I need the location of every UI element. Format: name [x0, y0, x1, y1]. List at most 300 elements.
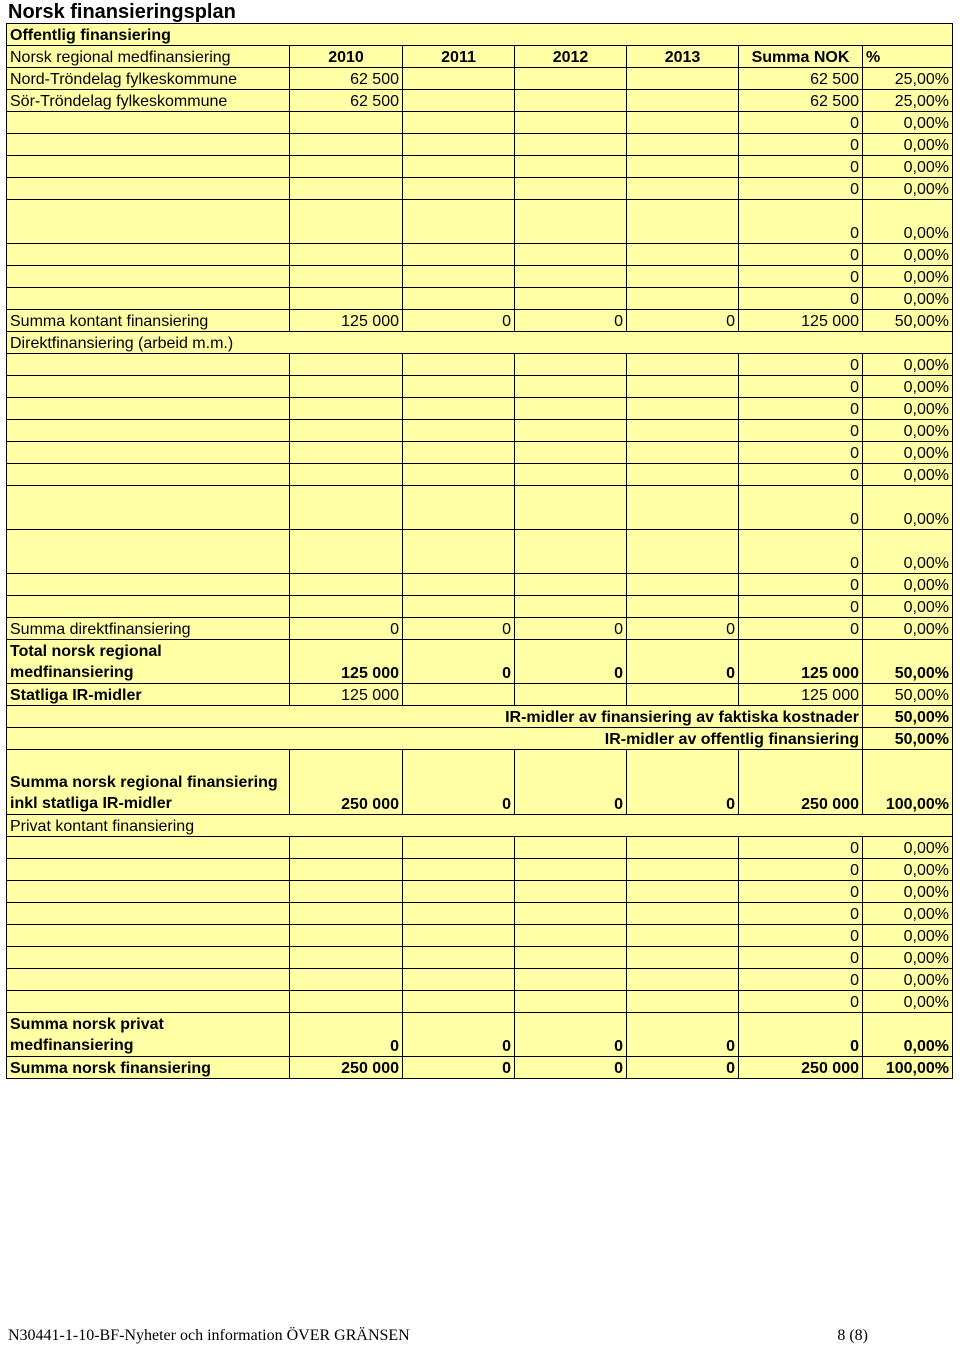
- cell-2010: [290, 112, 403, 134]
- cell-sum: 0: [739, 947, 863, 969]
- cell-2013: 0: [627, 750, 739, 815]
- cell-2012: [515, 68, 627, 90]
- cell-sum: 0: [739, 925, 863, 947]
- table-row: [7, 200, 953, 244]
- row-label: [7, 200, 290, 244]
- cell-pct: 25,00%: [863, 68, 953, 90]
- cell-pct: 0,00%: [863, 991, 953, 1013]
- summa-inkl-row: [7, 750, 953, 815]
- cell-2010: 0: [290, 618, 403, 640]
- table-row: [7, 947, 953, 969]
- row-label: [7, 574, 290, 596]
- cell-2012: [515, 903, 627, 925]
- cell-pct: 50,00%: [863, 684, 953, 706]
- cell-2013: [627, 398, 739, 420]
- cell-2012: 0: [515, 1013, 627, 1057]
- cell-2010: [290, 442, 403, 464]
- cell-2012: [515, 354, 627, 376]
- row-label: [7, 464, 290, 486]
- cell-2011: [403, 178, 515, 200]
- direkt-header: Direktfinansiering (arbeid m.m.): [7, 332, 863, 354]
- section-label: Offentlig finansiering: [7, 24, 953, 46]
- financing-table: [6, 23, 953, 1079]
- cell-2011: [403, 420, 515, 442]
- cell-sum: 0: [739, 859, 863, 881]
- cell-2010: 125 000: [290, 640, 403, 684]
- cell-2012: [515, 156, 627, 178]
- cell-2013: [627, 969, 739, 991]
- cell-2011: [403, 947, 515, 969]
- cell-2012: [515, 442, 627, 464]
- table-row: [7, 464, 953, 486]
- cell-sum: 0: [739, 574, 863, 596]
- table-row: [7, 442, 953, 464]
- cell-sum: 0: [739, 200, 863, 244]
- cell-pct: 0,00%: [863, 244, 953, 266]
- cell-pct: [863, 815, 953, 837]
- row-label: [7, 530, 290, 574]
- header-label: Norsk regional medfinansiering: [7, 46, 290, 68]
- table-row: [7, 244, 953, 266]
- table-row: [7, 925, 953, 947]
- cell-sum: 0: [739, 376, 863, 398]
- cell-sum: 0: [739, 881, 863, 903]
- cell-pct: 100,00%: [863, 1057, 953, 1079]
- table-row: [7, 420, 953, 442]
- cell-2013: [627, 244, 739, 266]
- row-label: Statliga IR-midler: [7, 684, 290, 706]
- table-row: [7, 156, 953, 178]
- cell-pct: 0,00%: [863, 530, 953, 574]
- cell-2010: 0: [290, 1013, 403, 1057]
- cell-2010: [290, 156, 403, 178]
- cell-2013: [627, 881, 739, 903]
- row-label: [7, 420, 290, 442]
- row-label: IR-midler av finansiering av faktiska kostnader: [7, 706, 863, 728]
- cell-pct: 100,00%: [863, 750, 953, 815]
- cell-2010: 250 000: [290, 750, 403, 815]
- cell-sum: 0: [739, 266, 863, 288]
- cell-2013: [627, 925, 739, 947]
- row-label: [7, 354, 290, 376]
- row-label: Nord-Tröndelag fylkeskommune: [7, 68, 290, 90]
- cell-sum: 0: [739, 596, 863, 618]
- row-label: [7, 881, 290, 903]
- cell-2012: [515, 530, 627, 574]
- cell-pct: 0,00%: [863, 574, 953, 596]
- cell-sum: 0: [739, 530, 863, 574]
- cell-2012: 0: [515, 310, 627, 332]
- summa-direkt-row: [7, 618, 953, 640]
- cell-sum: 250 000: [739, 1057, 863, 1079]
- cell-2010: 62 500: [290, 68, 403, 90]
- cell-2013: [627, 376, 739, 398]
- cell-pct: 0,00%: [863, 398, 953, 420]
- row-label: [7, 486, 290, 530]
- summa-kontant-row: [7, 310, 953, 332]
- cell-2012: [515, 969, 627, 991]
- cell-2012: [515, 881, 627, 903]
- cell-pct: 50,00%: [863, 728, 953, 750]
- cell-2013: 0: [627, 1013, 739, 1057]
- cell-2011: [403, 684, 515, 706]
- cell-2011: [403, 925, 515, 947]
- table-row: [7, 266, 953, 288]
- cell-2010: 62 500: [290, 90, 403, 112]
- table-row: [7, 112, 953, 134]
- pct-header: %: [863, 46, 953, 68]
- row-label: Summa norsk finansiering: [7, 1057, 290, 1079]
- row-label: [7, 947, 290, 969]
- cell-pct: 0,00%: [863, 618, 953, 640]
- statliga-row: [7, 684, 953, 706]
- table-row: [7, 574, 953, 596]
- row-label: [7, 266, 290, 288]
- cell-2012: [515, 398, 627, 420]
- ir-offentlig-row: [7, 728, 953, 750]
- cell-2012: [515, 266, 627, 288]
- cell-2013: [627, 90, 739, 112]
- cell-pct: 0,00%: [863, 442, 953, 464]
- cell-2013: [627, 420, 739, 442]
- cell-2010: [290, 947, 403, 969]
- cell-2010: [290, 420, 403, 442]
- cell-2011: 0: [403, 310, 515, 332]
- year-2011-header: 2011: [403, 46, 515, 68]
- cell-2010: [290, 464, 403, 486]
- cell-2013: [627, 486, 739, 530]
- cell-2010: [290, 969, 403, 991]
- cell-2011: [403, 200, 515, 244]
- cell-2013: [627, 68, 739, 90]
- cell-2010: [290, 200, 403, 244]
- cell-2011: 0: [403, 750, 515, 815]
- row-label: [7, 925, 290, 947]
- cell-2011: [403, 837, 515, 859]
- row-label: IR-midler av offentlig finansiering: [7, 728, 863, 750]
- cell-2010: [290, 398, 403, 420]
- cell-2012: [515, 991, 627, 1013]
- cell-2013: [627, 442, 739, 464]
- cell-pct: 0,00%: [863, 354, 953, 376]
- row-label: Sör-Tröndelag fylkeskommune: [7, 90, 290, 112]
- cell-2010: 250 000: [290, 1057, 403, 1079]
- cell-pct: 0,00%: [863, 134, 953, 156]
- cell-2012: 0: [515, 618, 627, 640]
- cell-sum: 0: [739, 156, 863, 178]
- cell-2012: [515, 178, 627, 200]
- cell-pct: 0,00%: [863, 266, 953, 288]
- cell-2011: [403, 596, 515, 618]
- row-label: Summa norsk privat medfinansiering: [7, 1013, 290, 1057]
- cell-2012: [515, 134, 627, 156]
- cell-pct: 0,00%: [863, 969, 953, 991]
- cell-2013: [627, 178, 739, 200]
- cell-sum: 0: [739, 486, 863, 530]
- row-label: [7, 288, 290, 310]
- cell-2010: [290, 530, 403, 574]
- cell-2011: [403, 398, 515, 420]
- table-row: [7, 486, 953, 530]
- total-regional-row: [7, 640, 953, 684]
- cell-pct: 0,00%: [863, 947, 953, 969]
- cell-sum: 0: [739, 178, 863, 200]
- cell-sum: 125 000: [739, 640, 863, 684]
- cell-2011: [403, 266, 515, 288]
- cell-pct: 0,00%: [863, 837, 953, 859]
- row-label: [7, 442, 290, 464]
- year-2012-header: 2012: [515, 46, 627, 68]
- cell-2013: 0: [627, 618, 739, 640]
- cell-pct: 50,00%: [863, 640, 953, 684]
- cell-2012: [515, 244, 627, 266]
- cell-2011: [403, 376, 515, 398]
- cell-2011: [403, 969, 515, 991]
- cell-sum: 62 500: [739, 90, 863, 112]
- cell-2012: 0: [515, 640, 627, 684]
- cell-sum: 125 000: [739, 310, 863, 332]
- cell-2011: [403, 68, 515, 90]
- section-row: [7, 24, 953, 46]
- cell-2011: [403, 991, 515, 1013]
- row-label: [7, 859, 290, 881]
- cell-2012: [515, 837, 627, 859]
- cell-2010: 125 000: [290, 310, 403, 332]
- table-row: [7, 903, 953, 925]
- year-2013-header: 2013: [627, 46, 739, 68]
- privat-rows: [7, 837, 953, 1013]
- cell-2013: [627, 596, 739, 618]
- cell-2011: [403, 112, 515, 134]
- cell-2011: [403, 464, 515, 486]
- cell-sum: 0: [739, 618, 863, 640]
- cell-2011: [403, 90, 515, 112]
- table-row: [7, 90, 953, 112]
- cell-2012: 0: [515, 750, 627, 815]
- cell-sum: 0: [739, 464, 863, 486]
- row-label: Total norsk regional medfinansiering: [7, 640, 290, 684]
- cell-pct: 0,00%: [863, 903, 953, 925]
- cell-2011: [403, 530, 515, 574]
- table-row: [7, 178, 953, 200]
- cell-pct: 0,00%: [863, 859, 953, 881]
- row-label: Summa norsk regional finansiering inkl statliga IR-midler: [7, 750, 290, 815]
- direkt-header-row: [7, 332, 953, 354]
- cell-2011: [403, 288, 515, 310]
- cell-2013: 0: [627, 310, 739, 332]
- cell-2011: 0: [403, 640, 515, 684]
- row-label: [7, 112, 290, 134]
- cell-2013: [627, 354, 739, 376]
- cell-2010: [290, 991, 403, 1013]
- table-row: [7, 530, 953, 574]
- cell-sum: 0: [739, 969, 863, 991]
- row-label: [7, 903, 290, 925]
- cell-2010: [290, 486, 403, 530]
- cell-pct: 0,00%: [863, 486, 953, 530]
- cell-2012: [515, 112, 627, 134]
- cell-2010: [290, 376, 403, 398]
- cell-2012: [515, 376, 627, 398]
- cell-sum: 0: [739, 420, 863, 442]
- footer-document-id: N30441-1-10-BF-Nyheter och information ÖVER GRÄNSEN: [8, 1327, 410, 1344]
- header-row: [7, 46, 953, 68]
- cell-2012: [515, 90, 627, 112]
- cell-2010: 125 000: [290, 684, 403, 706]
- cell-2013: [627, 684, 739, 706]
- cell-2013: [627, 991, 739, 1013]
- cell-pct: 0,00%: [863, 200, 953, 244]
- row-label: [7, 244, 290, 266]
- cell-sum: 0: [739, 354, 863, 376]
- cell-2013: 0: [627, 640, 739, 684]
- cell-2011: [403, 859, 515, 881]
- cell-2013: [627, 112, 739, 134]
- cell-2011: [403, 903, 515, 925]
- privat-header: Privat kontant finansiering: [7, 815, 863, 837]
- cell-pct: 0,00%: [863, 178, 953, 200]
- cell-2011: [403, 574, 515, 596]
- cell-2012: 0: [515, 1057, 627, 1079]
- cell-pct: 0,00%: [863, 376, 953, 398]
- cell-pct: 0,00%: [863, 925, 953, 947]
- summa-privat-row: [7, 1013, 953, 1057]
- table-row: [7, 376, 953, 398]
- cell-sum: 0: [739, 134, 863, 156]
- cell-2010: [290, 903, 403, 925]
- table-row: [7, 881, 953, 903]
- cell-2010: [290, 596, 403, 618]
- table-row: [7, 354, 953, 376]
- row-label: [7, 134, 290, 156]
- cell-2013: [627, 266, 739, 288]
- cell-2012: [515, 288, 627, 310]
- cell-2010: [290, 178, 403, 200]
- cell-sum: 250 000: [739, 750, 863, 815]
- cell-2013: [627, 464, 739, 486]
- year-2010-header: 2010: [290, 46, 403, 68]
- table-row: [7, 398, 953, 420]
- cell-2011: [403, 486, 515, 530]
- cell-sum: 62 500: [739, 68, 863, 90]
- row-label: [7, 156, 290, 178]
- cell-2013: [627, 288, 739, 310]
- cell-2013: [627, 837, 739, 859]
- table-row: [7, 991, 953, 1013]
- cell-sum: 0: [739, 442, 863, 464]
- table-row: [7, 134, 953, 156]
- cell-sum: 0: [739, 112, 863, 134]
- cell-2012: [515, 420, 627, 442]
- table-row: [7, 288, 953, 310]
- cell-2011: [403, 156, 515, 178]
- row-label: [7, 376, 290, 398]
- row-label: Summa direktfinansiering: [7, 618, 290, 640]
- cell-2013: [627, 574, 739, 596]
- cell-2012: [515, 925, 627, 947]
- row-label: Summa kontant finansiering: [7, 310, 290, 332]
- cell-2010: [290, 925, 403, 947]
- cell-2010: [290, 266, 403, 288]
- cell-2013: [627, 200, 739, 244]
- cell-sum: 0: [739, 991, 863, 1013]
- footer-page-number: 8 (8): [837, 1327, 868, 1344]
- cell-pct: 0,00%: [863, 881, 953, 903]
- cell-2011: [403, 881, 515, 903]
- cell-pct: [863, 332, 953, 354]
- cell-2010: [290, 134, 403, 156]
- cell-2010: [290, 837, 403, 859]
- cell-2012: [515, 200, 627, 244]
- cell-2013: [627, 859, 739, 881]
- cell-2012: [515, 859, 627, 881]
- cell-sum: 0: [739, 1013, 863, 1057]
- cell-2010: [290, 288, 403, 310]
- cell-2013: [627, 903, 739, 925]
- row-label: [7, 837, 290, 859]
- cell-2010: [290, 244, 403, 266]
- cell-2010: [290, 881, 403, 903]
- table-row: [7, 859, 953, 881]
- cell-sum: 0: [739, 288, 863, 310]
- ir-faktiska-row: [7, 706, 953, 728]
- sum-header: Summa NOK: [739, 46, 863, 68]
- cell-pct: 50,00%: [863, 706, 953, 728]
- cell-sum: 0: [739, 398, 863, 420]
- row-label: [7, 596, 290, 618]
- cell-pct: 0,00%: [863, 112, 953, 134]
- cell-pct: 50,00%: [863, 310, 953, 332]
- privat-header-row: [7, 815, 953, 837]
- cell-2012: [515, 464, 627, 486]
- cell-sum: 0: [739, 903, 863, 925]
- cell-pct: 0,00%: [863, 156, 953, 178]
- cell-2013: [627, 530, 739, 574]
- cell-2012: [515, 574, 627, 596]
- cell-2013: [627, 156, 739, 178]
- cell-2010: [290, 859, 403, 881]
- cell-2013: [627, 134, 739, 156]
- cell-2010: [290, 354, 403, 376]
- summa-norsk-row: [7, 1057, 953, 1079]
- direkt-rows: [7, 354, 953, 618]
- cell-pct: 0,00%: [863, 464, 953, 486]
- table-row: [7, 837, 953, 859]
- cell-2011: 0: [403, 1013, 515, 1057]
- cell-2013: [627, 947, 739, 969]
- regional-rows: [7, 68, 953, 310]
- cell-pct: 0,00%: [863, 596, 953, 618]
- cell-2012: [515, 684, 627, 706]
- table-row: [7, 596, 953, 618]
- row-label: [7, 398, 290, 420]
- cell-2012: [515, 947, 627, 969]
- table-row: [7, 68, 953, 90]
- cell-2013: 0: [627, 1057, 739, 1079]
- cell-sum: 0: [739, 837, 863, 859]
- table-row: [7, 969, 953, 991]
- cell-pct: 0,00%: [863, 288, 953, 310]
- cell-sum: 0: [739, 244, 863, 266]
- cell-2011: [403, 354, 515, 376]
- cell-2011: 0: [403, 1057, 515, 1079]
- cell-2011: 0: [403, 618, 515, 640]
- cell-2011: [403, 134, 515, 156]
- cell-2010: [290, 574, 403, 596]
- cell-sum: 125 000: [739, 684, 863, 706]
- row-label: [7, 991, 290, 1013]
- cell-2011: [403, 244, 515, 266]
